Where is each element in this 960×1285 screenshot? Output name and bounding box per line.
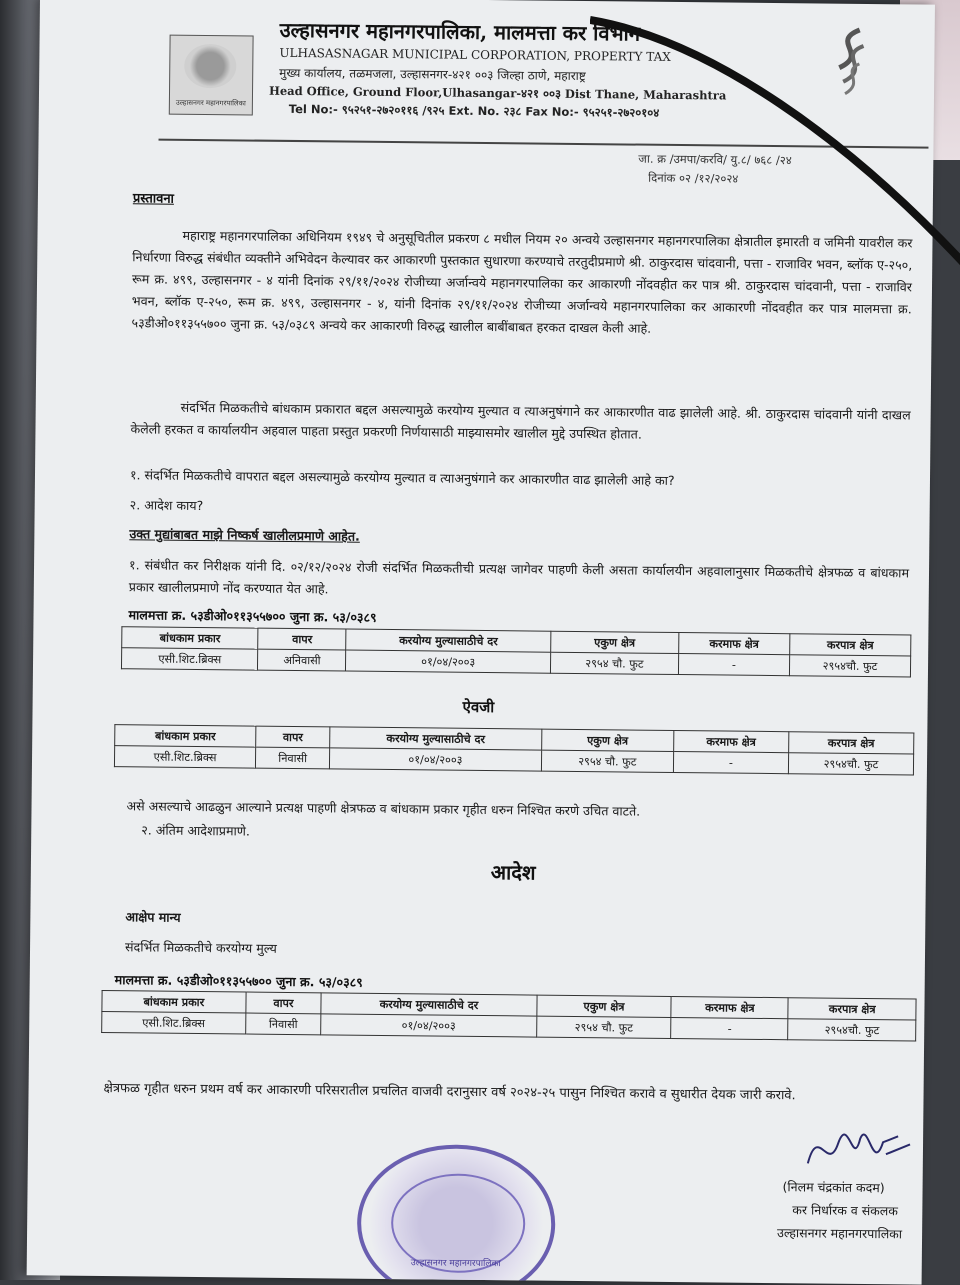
assessment-table-corrected [114, 724, 914, 775]
table-header-cell: वापर [258, 628, 346, 650]
reference-date: दिनांक ०२ /१२/२०२४ [648, 170, 739, 186]
table-cell: २९५४चौ. फुट [788, 753, 913, 775]
handwritten-signature [798, 1113, 919, 1184]
intro-paragraph-1: महाराष्ट्र महानगरपालिका अधिनियम १९४९ चे अनुसूचितील प्रकरण ८ मधील नियम २० अन्वये उल्हासनगर महानगरपालिका क्षेत्रातील इमारती व जमिनी यावरील कर निर्धारणा विरुद्ध संबंधीत व्यक्तीने अभिवेदन केल्यावर कर आकारणी पुस्तकात सुधारणा करण्याचे तरतुदीप्रमाणे श्री. ठाकुरदास चांदवानी, पत्ता - राजाविर भवन, ब्लॉक ए-२५०, रूम क्र. ४९९, उल्हासनगर - ४ यांनी दिनांक २९/११/२०२४ रोजीच्या अर्जान्वये महानगरपालिका कर आकारणी नोंदवहीत कर पात्र श्री. ठाकुरदास चांदवानी, पत्ता - राजाविर भवन, ब्लॉक ए-२५०, रूम क्र. ४९९, उल्हासनगर - ४, यांनी दिनांक २९/११/२०२४ रोजीच्या अर्जान्वये महानगरपालिका कर आकारणी नोंदवहीत कर पात्र मालमत्ता क्र. ५३डीओ०११३५५७०० जुना क्र. ५३/०३८९ अन्वये कर आकारणी विरुद्ध खालील बाबींबाबत हरकत दाखल केली आहे. [131, 227, 913, 336]
conclusion-text: असे असल्याचे आढळुन आल्याने प्रत्यक्ष पाहणी क्षेत्रफळ व बांधकाम प्रकार गृहीत धरुन निश्चित करणे उचित वाटते. [126, 798, 641, 819]
header-contact: Tel No:- ९५२५१-२७२०११६ /९२५ Ext. No. २३८ Fax No:- ९५२५१-२७२०१०४ [288, 101, 660, 120]
table-header-cell: करयोग्य मुल्यासाठीचे दर [321, 993, 537, 1016]
emblem-icon [184, 44, 236, 89]
reference-number: जा. क्र /उमपा/करवि/ यु.८/ ७६८ /२४ [638, 151, 792, 168]
header-office-english: Head Office, Ground Floor,Ulhasangar-४२१ ००३ Dist Thane, Maharashtra [268, 83, 727, 103]
findings-paragraph: १. संबंधीत कर निरीक्षक यांनी दि. ०२/१२/२०२४ रोजी संदर्भित मिळकतीची प्रत्यक्ष जागेवर पाहणी केली असता कार्यालयीन अहवालानुसार मिळकतीचे क्षेत्रफळ व बांधकाम प्रकार खालीलप्रमाणे नोंद करण्यात येत आहे. [128, 557, 910, 597]
intro-paragraph-2: संदर्भित मिळकतीचे बांधकाम प्रकारात बद्दल असल्यामुळे करयोग्य मुल्यात व त्याअनुषंगाने कर आकारणीत वाढ झालेली आहे. श्री. ठाकुरदास चांदवानी यांनी दाखल केलेली हरकत व कार्यालयीन अहवाल पाहता प्रस्तुत प्रकरणी निर्णयासाठी माझ्यासमोर खालील मुद्दे उपस्थित होतात. [130, 399, 911, 442]
table-header-cell: वापर [246, 992, 322, 1014]
property-number-1: मालमत्ता क्र. ५३डीओ०११३५५७०० जुना क्र. ५३/०३८९ [128, 607, 377, 625]
assessment-table-order [101, 990, 916, 1042]
table-cell: ०१/०४/२००३ [346, 650, 551, 673]
table-cell: २९५४चौ. फुट [788, 1019, 916, 1041]
final-order-reference: २. अंतिम आदेशाप्रमाणे. [141, 822, 250, 839]
table-header-cell: बांधकाम प्रकार [102, 991, 246, 1014]
table-cell: - [678, 654, 789, 676]
taxable-value-label: संदर्भित मिळकतीचे करयोग्य मुल्य [124, 939, 277, 956]
table-header-cell: वापर [256, 726, 330, 748]
table-header-cell: करयोग्य मुल्यासाठीचे दर [330, 727, 542, 750]
question-1: १. संदर्भित मिळकतीचे वापरात बद्दल असल्यामुळे करयोग्य मुल्यात व त्याअनुषंगाने कर आकारणीत वाढ झालेली आहे का? [129, 467, 675, 488]
table-header-cell: एकुण क्षेत्र [541, 729, 673, 751]
table-header-cell: एकुण क्षेत्र [551, 631, 679, 653]
table-header-cell: करपात्र क्षेत्र [788, 732, 913, 754]
table-header-cell: एकुण क्षेत्र [537, 995, 672, 1017]
order-closing-text: क्षेत्रफळ गृहीत धरुन प्रथम वर्ष कर आकारणी परिसरातील प्रचलित वाजवी दरानुसार वर्ष २०२४-२५ पासुन निश्चित करावे व सुधारीत देयक जारी करावे. [103, 1081, 796, 1104]
assessment-table-original [121, 626, 911, 677]
signatory-title: कर निर्धारक व संकलक [792, 1202, 898, 1219]
question-2: २. आदेश काय? [129, 497, 204, 514]
table-cell: २९५४ चौ. फुट [550, 652, 678, 674]
table-cell: एसी.शिट.ब्रिक्स [114, 746, 255, 768]
table-cell: - [673, 751, 788, 773]
header-office-marathi: मुख्य कार्यालय, तळमजला, उल्हासनगर-४२१ ००३ जिल्हा ठाणे, महाराष्ट्र [279, 65, 586, 84]
header-title-marathi: उल्हासनगर महानगरपालिका, मालमत्ता कर विभाग [279, 17, 641, 46]
table-cell: २९५४ चौ. फुट [541, 750, 673, 772]
instead-label: ऐवजी [462, 697, 495, 717]
corporation-seal [169, 35, 254, 116]
table-header-cell: बांधकाम प्रकार [115, 725, 256, 747]
table-cell: अनिवासी [258, 649, 346, 671]
table-header-cell: करयोग्य मुल्यासाठीचे दर [346, 629, 551, 652]
table-cell: २९५४ चौ. फुट [536, 1016, 671, 1038]
stamp-caption: उल्हासनगर महानगरपालिका [410, 1258, 501, 1270]
table-cell: ०१/०४/२००३ [321, 1014, 537, 1037]
property-number-2: मालमत्ता क्र. ५३डीओ०११३५५७०० जुना क्र. ५३/०३८९ [114, 972, 363, 990]
cable-overlay [590, 0, 960, 280]
table-cell: एसी.शिट.ब्रिक्स [102, 1012, 246, 1035]
objection-accepted: आक्षेप मान्य [125, 909, 181, 925]
intro-heading: प्रस्तावना [132, 191, 175, 207]
table-header-cell: करपात्र क्षेत्र [788, 998, 916, 1020]
table-cell: निवासी [256, 747, 330, 769]
signatory-name: (निलम चंद्रकांत कदम) [782, 1179, 885, 1196]
header-title-english: ULHASASNAGAR MUNICIPAL CORPORATION, PROPERTY TAX [279, 45, 671, 64]
table-cell: ०१/०४/२००३ [330, 748, 542, 771]
findings-heading: उक्त मुद्यांबाबत माझे निष्कर्ष खालीलप्रमाणे आहेत. [129, 526, 360, 544]
table-header-cell: करपात्र क्षेत्र [790, 634, 911, 656]
table-cell: - [671, 1017, 788, 1039]
table-header-cell: करमाफ क्षेत्र [674, 730, 789, 752]
table-header-cell: करमाफ क्षेत्र [671, 996, 788, 1018]
official-stamp [356, 1144, 556, 1285]
order-heading: आदेश [490, 860, 536, 885]
table-header-cell: करमाफ क्षेत्र [678, 633, 789, 655]
signatory-organization: उल्हासनगर महानगरपालिका [777, 1225, 903, 1242]
table-header-cell: बांधकाम प्रकार [122, 627, 259, 649]
table-cell: एसी.शिट.ब्रिक्स [121, 648, 258, 670]
seal-caption: उल्हासनगर महानगरपालिका [175, 98, 246, 108]
table-cell: २९५४चौ. फुट [789, 655, 910, 677]
table-cell: निवासी [245, 1013, 321, 1035]
